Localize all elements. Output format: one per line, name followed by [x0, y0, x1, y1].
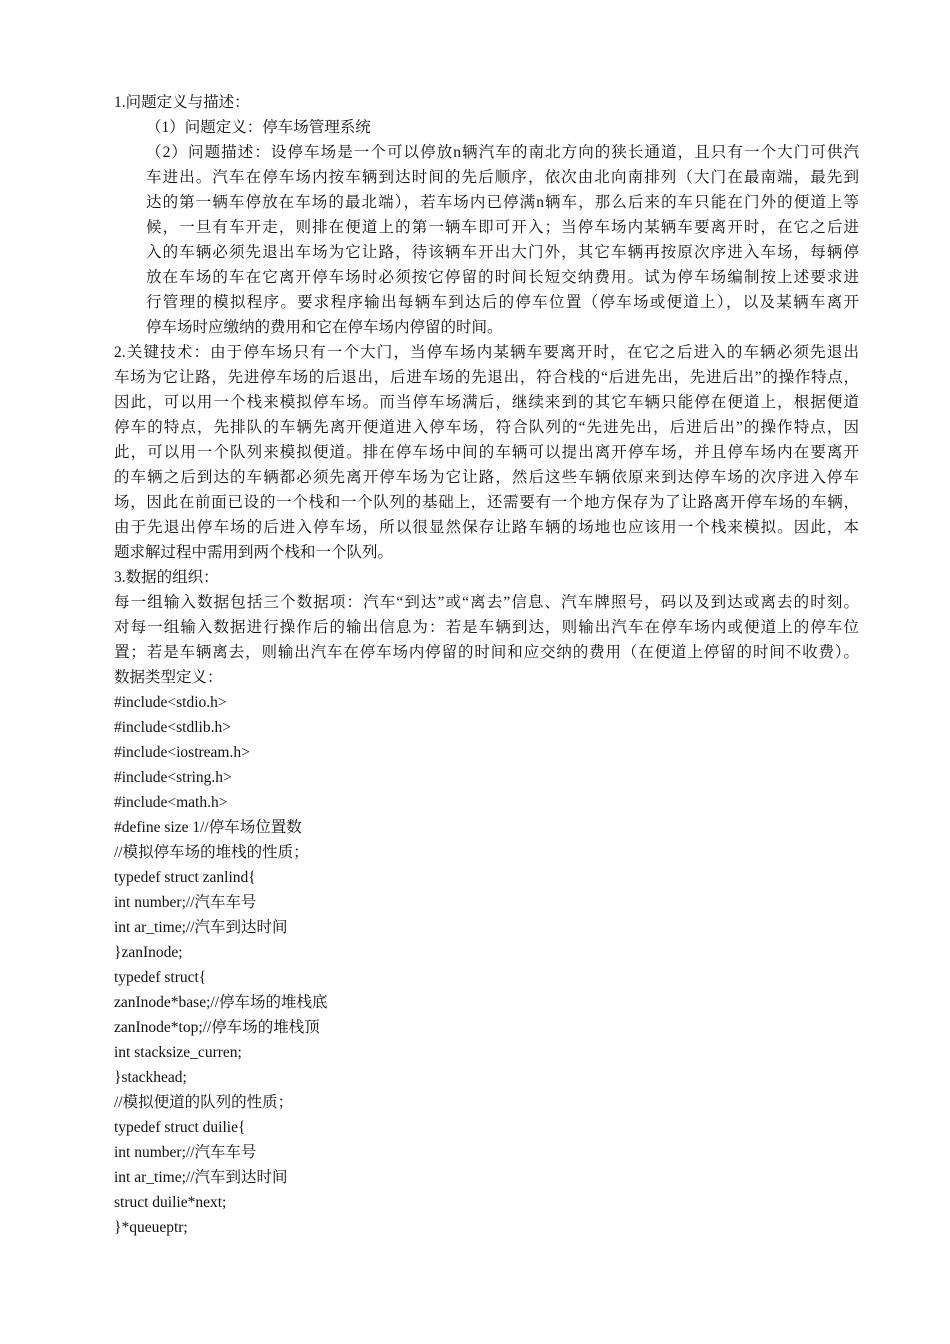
- code-line: int stacksize_curren;: [114, 1044, 242, 1061]
- data-organization-line: 对每一组输入数据进行操作后的输出信息为：若是车辆到达，则输出汽车在停车场内或便道上的停车位: [114, 619, 859, 636]
- data-organization-line: 每一组输入数据包括三个数据项：汽车“到达”或“离去”信息、汽车牌照号，码以及到达或离去的时刻。: [114, 594, 859, 611]
- code-line: #include<string.h>: [114, 769, 232, 786]
- code-line: int number;//汽车车号: [114, 1144, 257, 1161]
- code-line: }stackhead;: [114, 1069, 187, 1086]
- key-technology-line: 题求解过程中需用到两个栈和一个队列。: [114, 544, 394, 561]
- key-technology-line: 由于先退出停车场的后进入停车场，所以很显然保存让路车辆的场地也应该用一个栈来模拟。因此，本: [114, 519, 859, 536]
- problem-description-line: 放在车场的车在它离开停车场时必须按它停留的时间长短交纳费用。试为停车场编制按上述要求进: [146, 269, 859, 286]
- code-line: typedef struct zanlind{: [114, 869, 256, 886]
- data-organization-line: 置；若是车辆离去，则输出汽车在停车场内停留的时间和应交纳的费用（在便道上停留的时间不收费）。: [114, 644, 859, 661]
- code-line: int number;//汽车车号: [114, 894, 257, 911]
- code-line: #define size 1//停车场位置数: [114, 819, 302, 836]
- code-line: #include<math.h>: [114, 794, 228, 811]
- problem-description-line: （2）问题描述：设停车场是一个可以停放n辆汽车的南北方向的狭长通道，且只有一个大门可供汽: [146, 144, 859, 161]
- code-line: }*queueptr;: [114, 1219, 188, 1236]
- data-organization-line: 数据类型定义：: [114, 669, 223, 686]
- code-line: //模拟停车场的堆栈的性质；: [114, 844, 309, 861]
- code-line: typedef struct duilie{: [114, 1119, 246, 1136]
- key-technology-line: 车场为它让路，先进停车场的后退出，后进车场的先退出，符合栈的“后进先出，先进后出”的操作特点，: [114, 369, 859, 386]
- key-technology-line: 场，因此在前面已设的一个栈和一个队列的基础上，还需要有一个地方保存为了让路离开停车场的车辆，: [114, 494, 859, 511]
- problem-description-line: 停车场时应缴纳的费用和它在停车场内停留的时间。: [146, 319, 503, 336]
- key-technology-line: 停车的特点，先排队的车辆先离开便道进入停车场，符合队列的“先进先出，后进后出”的操作特点，因: [114, 419, 859, 436]
- problem-description-line: 行管理的模拟程序。要求程序输出每辆车到达后的停车位置（停车场或便道上），以及某辆车离开: [146, 294, 859, 311]
- code-line: //模拟便道的队列的性质；: [114, 1094, 294, 1111]
- code-line: zanInode*top;//停车场的堆栈顶: [114, 1019, 320, 1036]
- code-line: #include<stdio.h>: [114, 694, 227, 711]
- code-line: #include<iostream.h>: [114, 744, 250, 761]
- code-line: int ar_time;//汽车到达时间: [114, 1169, 288, 1186]
- section-3-heading: 3.数据的组织：: [114, 569, 219, 586]
- code-line: }zanInode;: [114, 944, 183, 961]
- key-technology-line: 2.关键技术：由于停车场只有一个大门，当停车场内某辆车要离开时，在它之后进入的车辆必须先退出: [114, 344, 859, 361]
- problem-description-line: 达的第一辆车停放在车场的最北端），若车场内已停满n辆车，那么后来的车只能在门外的便道上等: [146, 194, 859, 211]
- code-line: #include<stdlib.h>: [114, 719, 231, 736]
- key-technology-line: 此，可以用一个队列来模拟便道。排在停车场中间的车辆可以提出离开停车场，并且停车场内在要离开: [114, 444, 859, 461]
- problem-definition: （1）问题定义：停车场管理系统: [146, 119, 371, 136]
- problem-description-line: 入的车辆必须先退出车场为它让路，待该辆车开出大门外，其它车辆再按原次序进入车场，每辆停: [146, 244, 859, 261]
- problem-description-line: 车进出。汽车在停车场内按车辆到达时间的先后顺序，依次由北向南排列（大门在最南端，最先到: [146, 169, 859, 186]
- code-line: int ar_time;//汽车到达时间: [114, 919, 288, 936]
- problem-description-line: 候，一旦有车开走，则排在便道上的第一辆车即可开入；当停车场内某辆车要离开时，在它之后进: [146, 219, 859, 236]
- section-1-heading: 1.问题定义与描述：: [114, 94, 250, 111]
- key-technology-line: 的车辆之后到达的车辆都必须先离开停车场为它让路，然后这些车辆依原来到达停车场的次序进入停车: [114, 469, 859, 486]
- key-technology-line: 因此，可以用一个栈来模拟停车场。而当停车场满后，继续来到的其它车辆只能停在便道上，根据便道: [114, 394, 859, 411]
- code-line: typedef struct{: [114, 969, 207, 986]
- code-line: struct duilie*next;: [114, 1194, 227, 1211]
- code-line: zanInode*base;//停车场的堆栈底: [114, 994, 328, 1011]
